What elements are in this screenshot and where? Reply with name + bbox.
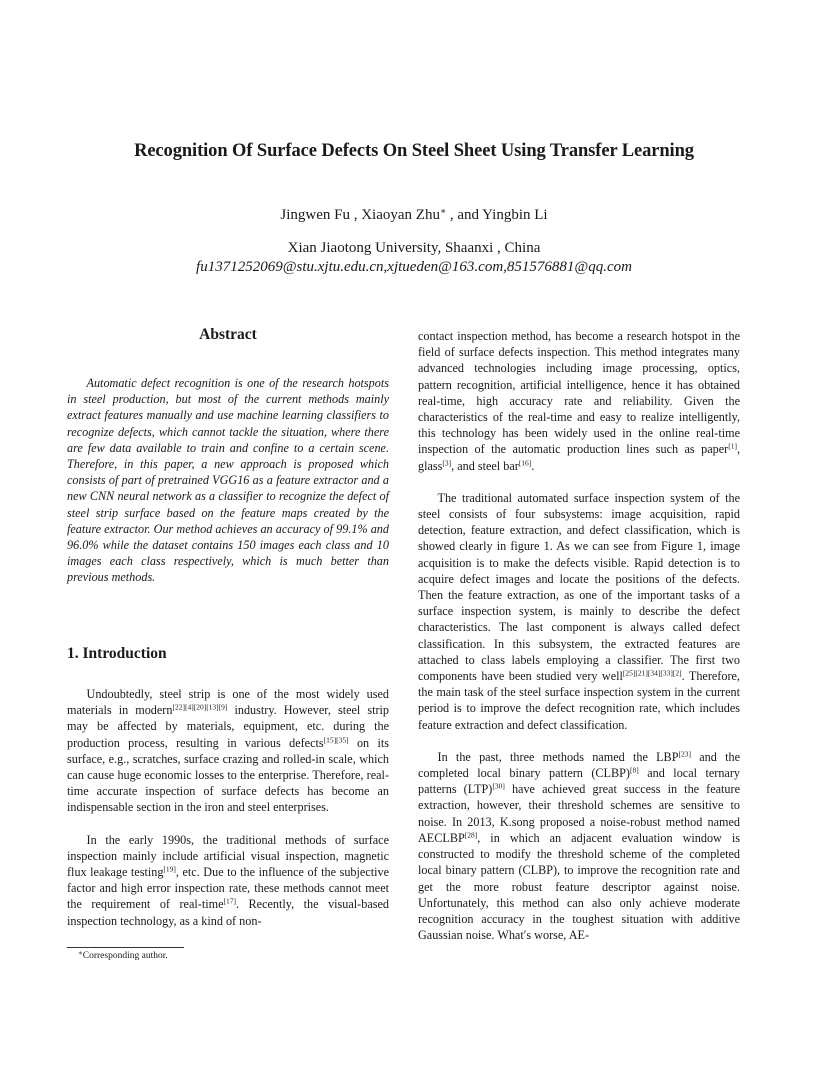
text-run: and the completed local binary pattern (CLBP) (418, 749, 740, 781)
author-emails: fu1371252069@stu.xjtu.edu.cn,xjtueden@163.com,851576881@qq.com (196, 259, 632, 275)
author-list (0, 207, 828, 224)
text-run: The traditional automated surface inspection system of the steel consists of four subsystems: image acquisition, rapid detection, feature extraction, and defect classification, which is showed clearly in figure 1. As we can see from Figure 1, image acquisition is to make the defects visible. Rapid detection is to acquire defect images and locate the positions of the defects. Then the feature extraction, as one of the important tasks of a surface inspection system, is mainly to describe the defect characteristics. The last component is always called defect classification. In this subsystem, the extracted features are attached to class labels employing a classifier. The first two components have been studied very well (418, 490, 740, 684)
text-run: In the early 1990s, the traditional methods of surface inspection mainly include artificial visual inspection, magnetic flux leakage testing (67, 832, 389, 880)
footnote-mark: ∗ (78, 949, 83, 957)
citation: [15][35] (323, 735, 349, 745)
text-run: industry. However, steel strip may be affected by materials, equipment, etc. during the production process, resulting in various defects (67, 703, 389, 750)
citation: [25][21][34][33][2] (622, 668, 682, 678)
corresponding-author-mark: ∗ (439, 206, 447, 216)
citation: [16] (518, 458, 532, 468)
text-run: on its surface, e.g., scratches, surface crazing and rolled-in scale, which can cause huge economic losses to the enterprise. Therefore, real-time accurate inspection of surface defects has become an indispensable section in the iron and steel enterprises. (67, 735, 390, 815)
text-run: and local ternary patterns (LTP) (418, 766, 740, 797)
affiliation: Xian Jiaotong University, Shaanxi , China (287, 240, 541, 256)
intro-right-column (418, 328, 740, 943)
abstract-text: Automatic defect recognition is one of the research hotspots in steel production, but most of the current methods mainly extract features manually and use machine learning classifiers to recognize defects, which cannot tackle the situation, where there are few data available to train and confine to a certain scene. Therefore, in this paper, a new approach is proposed which consists of part of pretrained VGG16 as a feature extractor and a new CNN neural network as a classifier to recognize the defect of steel strip surface based on the feature maps created by the feature extractor. Our method achieves an accuracy of 99.1% and 96.0% while the dataset contains 150 images each class and 10 images each class respectively, which is much better than previous methods. (67, 376, 389, 585)
text-run: , etc. Due to the influence of the subjective factor and high error inspection rate, these methods cannot meet the requirement of real-time (67, 865, 389, 912)
author-names: Jingwen Fu , Xiaoyan Zhu (280, 207, 440, 223)
citation: [17] (223, 896, 236, 906)
intro-left-column (67, 686, 389, 929)
text-run: . (531, 458, 535, 473)
citation: [28] (464, 830, 478, 840)
footnote-rule (67, 947, 184, 948)
text-run: have achieved great success in the feature extraction, however, their threshold schemes are sensitive to noise. In 2013, K.song proposed a noise-robust method named AECLBP (418, 782, 740, 845)
citation: [1] (728, 441, 737, 451)
paper-title: Recognition Of Surface Defects On Steel Sheet Using Transfer Learning (134, 141, 694, 161)
footnote-text: Corresponding author. (82, 951, 168, 961)
intro-paragraph-1 (67, 686, 389, 816)
citation: [30] (492, 781, 505, 791)
intro-paragraph-2 (67, 832, 389, 929)
abstract-column (67, 375, 389, 586)
intro-paragraph-3 (418, 490, 740, 733)
citation: [8] (629, 765, 639, 775)
text-run: In the past, three methods named the LBP (437, 749, 679, 764)
author-names-rest: , and Yingbin Li (446, 207, 548, 223)
text-run: contact inspection method, has become a research hotspot in the field of surface defects inspection. This method integrates many advanced technologies including image processing, optics, pattern recognition, artificial intelligence, hence it has obtained real-time, high accuracy rate and reliability. Given the characteristics of the real-time and easy to realize intelligently, this technology has been widely used in the online real-time inspection of the automatic production lines such as paper (418, 329, 740, 457)
text-run: , and steel bar (451, 458, 519, 473)
abstract-heading: Abstract (199, 326, 257, 343)
citation: [23] (678, 749, 691, 759)
intro-paragraph-2-continued (418, 328, 740, 474)
citation: [22][4][20][13][9] (172, 702, 228, 712)
text-run: , glass (418, 442, 740, 473)
citation: [3] (442, 458, 452, 468)
text-run: Undoubtedly, steel strip is one of the most widely used materials in modern (67, 687, 389, 718)
text-run: , in which an adjacent evaluation window is constructed to modify the threshold scheme of the completed local binary pattern (CLBP), to improve the recognition rate and get the more robust feature descriptor against noise. Unfortunately, this method can also only achieve moderate recognition accuracy in the toughest situation with additive Gaussian noise. What′s worse, AE- (418, 830, 740, 943)
citation: [19] (163, 864, 176, 874)
footnote (78, 951, 168, 961)
intro-paragraph-4 (418, 749, 740, 943)
text-run: . Recently, the visual-based inspection technology, as a kind of non- (67, 897, 389, 928)
text-run: . Therefore, the main task of the steel surface inspection system in the current period is to improve the defect recognition rate, which includes feature extraction and defect classification. (418, 669, 740, 732)
introduction-heading: 1. Introduction (67, 645, 167, 662)
